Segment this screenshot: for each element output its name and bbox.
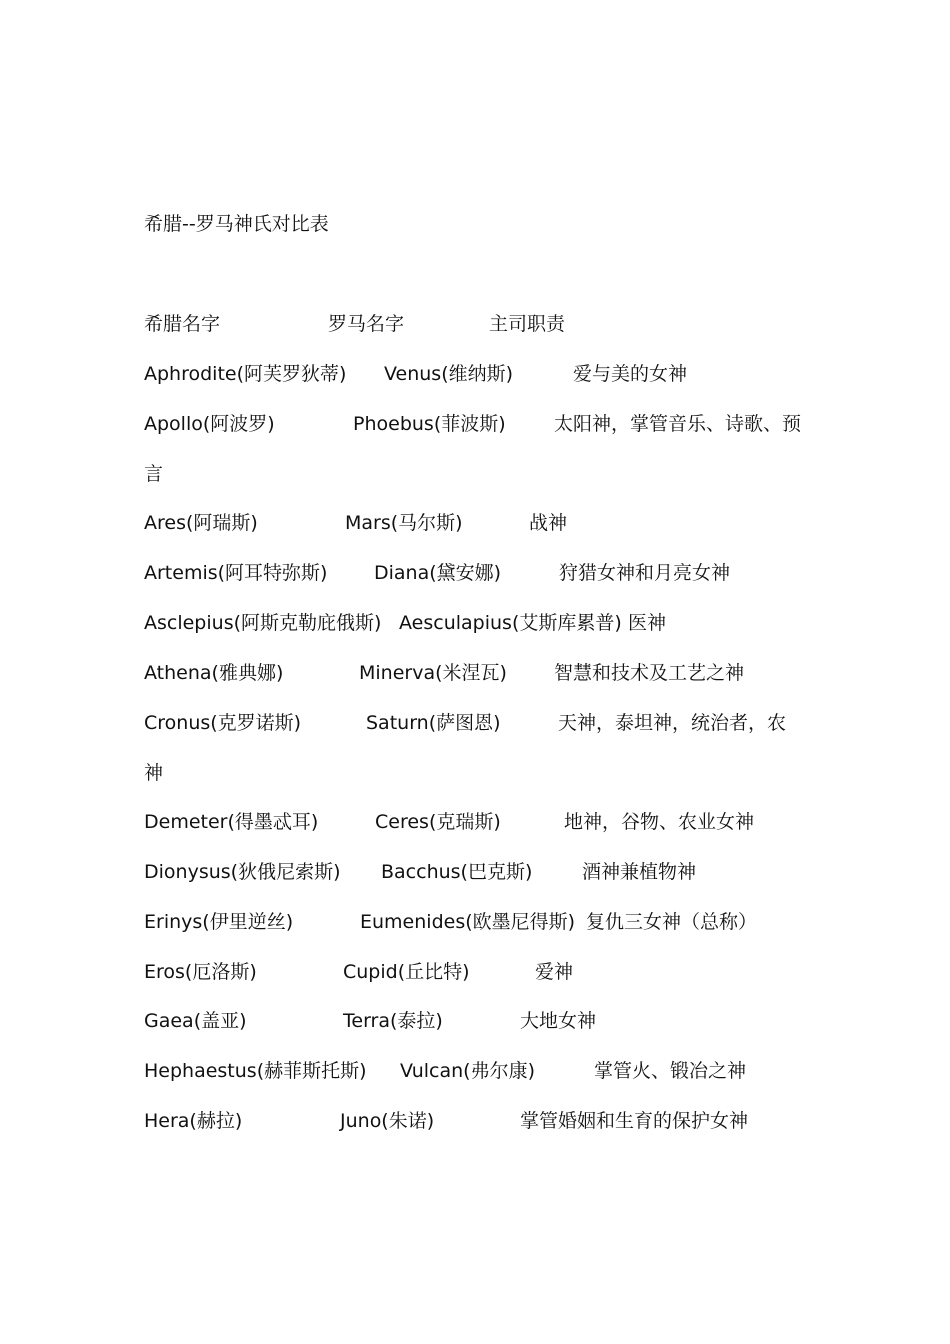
greek-name: Gaea(盖亚) xyxy=(144,1010,247,1032)
greek-name: Aphrodite(阿芙罗狄蒂) xyxy=(144,363,347,385)
roman-name: Bacchus(巴克斯) xyxy=(381,861,533,883)
roman-name: Cupid(丘比特) xyxy=(343,961,470,983)
table-row xyxy=(0,957,950,987)
header-roman-name: 罗马名字 xyxy=(328,313,405,335)
roman-name: Saturn(萨图恩) xyxy=(366,712,501,734)
duty: 天神，泰坦神，统治者，农 xyxy=(558,712,787,734)
roman-name: Phoebus(菲波斯) xyxy=(353,413,506,435)
roman-name: Venus(维纳斯) xyxy=(384,363,514,385)
duty: 太阳神，掌管音乐、诗歌、预 xyxy=(554,413,802,435)
roman-name: Vulcan(弗尔康) xyxy=(400,1060,535,1082)
duty: 掌管火、锻冶之神 xyxy=(594,1060,747,1082)
greek-name: Hera(赫拉) xyxy=(144,1110,243,1132)
table-row xyxy=(0,1006,950,1036)
document-title: 希腊--罗马神氏对比表 xyxy=(144,213,329,235)
header-duty: 主司职责 xyxy=(489,313,566,335)
table-row xyxy=(0,558,950,588)
table-row xyxy=(0,359,950,389)
greek-name: Demeter(得墨忒耳) xyxy=(144,811,319,833)
duty: 复仇三女神（总称） xyxy=(586,911,758,933)
document-title-line xyxy=(0,209,950,239)
table-row xyxy=(0,708,950,738)
duty: 战神 xyxy=(529,512,568,534)
table-row xyxy=(0,508,950,538)
roman-name: Terra(泰拉) xyxy=(343,1010,443,1032)
table-row xyxy=(0,608,950,638)
roman-name: Mars(马尔斯) xyxy=(345,512,463,534)
roman-name: Diana(黛安娜) xyxy=(374,562,502,584)
greek-name: Dionysus(狄俄尼索斯) xyxy=(144,861,341,883)
duty: 大地女神 xyxy=(520,1010,597,1032)
table-row xyxy=(0,1106,950,1136)
greek-name: Athena(雅典娜) xyxy=(144,662,284,684)
roman-name: Eumenides(欧墨尼得斯) xyxy=(360,911,576,933)
table-row-continuation xyxy=(0,459,950,489)
roman-name: Minerva(米涅瓦) xyxy=(359,662,507,684)
table-row xyxy=(0,907,950,937)
duty-continuation: 神 xyxy=(144,762,164,784)
duty: 医神 xyxy=(628,612,667,634)
table-row-continuation xyxy=(0,758,950,788)
duty-continuation: 言 xyxy=(144,463,164,485)
duty: 酒神兼植物神 xyxy=(582,861,697,883)
greek-name: Eros(厄洛斯) xyxy=(144,961,257,983)
greek-name: Asclepius(阿斯克勒庇俄斯) xyxy=(144,612,382,634)
duty: 狩猎女神和月亮女神 xyxy=(559,562,731,584)
table-row xyxy=(0,658,950,688)
roman-name: Aesculapius(艾斯库累普) xyxy=(399,612,622,634)
table-row xyxy=(0,857,950,887)
greek-name: Ares(阿瑞斯) xyxy=(144,512,258,534)
greek-name: Artemis(阿耳特弥斯) xyxy=(144,562,328,584)
roman-name: Ceres(克瑞斯) xyxy=(375,811,501,833)
greek-name: Cronus(克罗诺斯) xyxy=(144,712,302,734)
table-row xyxy=(0,807,950,837)
duty: 爱与美的女神 xyxy=(573,363,688,385)
table-row xyxy=(0,409,950,439)
header-greek-name: 希腊名字 xyxy=(144,313,221,335)
roman-name: Juno(朱诺) xyxy=(340,1110,435,1132)
greek-name: Apollo(阿波罗) xyxy=(144,413,275,435)
greek-name: Hephaestus(赫菲斯托斯) xyxy=(144,1060,367,1082)
duty: 智慧和技术及工艺之神 xyxy=(554,662,745,684)
table-header xyxy=(0,309,950,339)
duty: 爱神 xyxy=(535,961,574,983)
duty: 掌管婚姻和生育的保护女神 xyxy=(520,1110,749,1132)
greek-name: Erinys(伊里逆丝) xyxy=(144,911,294,933)
duty: 地神，谷物、农业女神 xyxy=(564,811,755,833)
table-row xyxy=(0,1056,950,1086)
